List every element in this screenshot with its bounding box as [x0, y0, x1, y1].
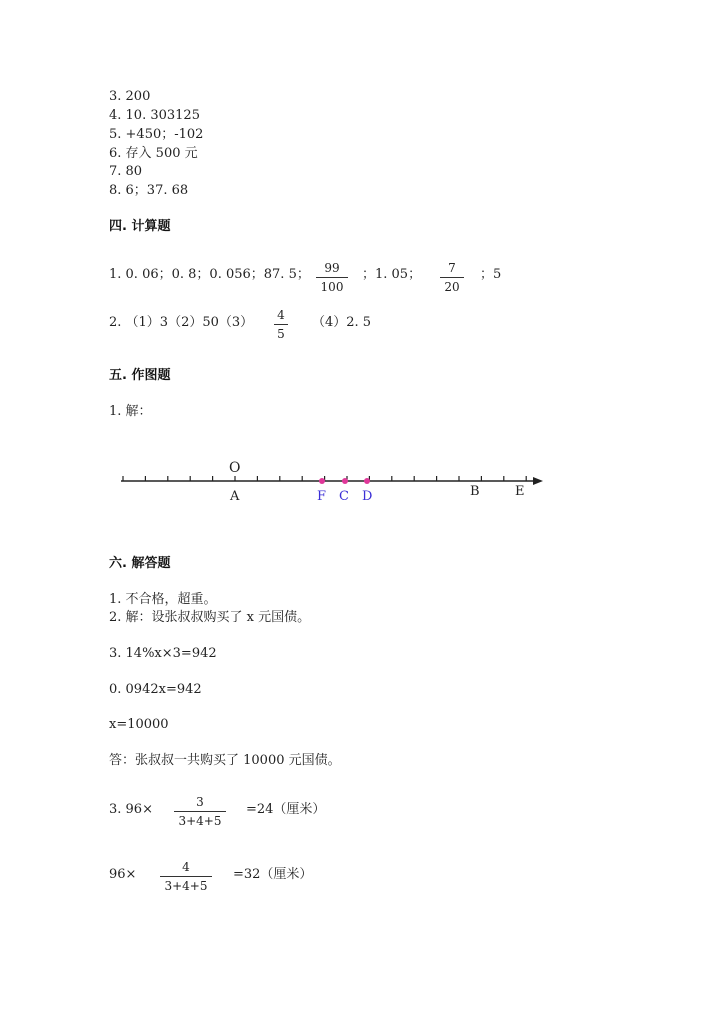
solution-line-5: x=10000: [109, 717, 169, 732]
answer-line-3: 3. 200: [109, 89, 151, 104]
equation-2-prefix: 96×: [109, 867, 137, 882]
calc-q1-fraction-1: [316, 261, 348, 294]
number-line: [0, 450, 720, 510]
label-point-d: D: [362, 489, 373, 504]
drawing-q1-label: 1. 解：: [109, 404, 152, 419]
fraction-numerator: 4: [182, 860, 190, 874]
equation-1-suffix: =24（厘米）: [246, 802, 326, 817]
equation-1-fraction: [174, 795, 226, 828]
equation-2-fraction: [160, 860, 212, 893]
calc-q1-prefix: 1. 0. 06；0. 8；0. 056；87. 5；: [109, 267, 310, 282]
fraction-denominator: 20: [444, 280, 460, 294]
answer-line-4: 4. 10. 303125: [109, 108, 200, 123]
section-6-heading: 六. 解答题: [109, 556, 171, 571]
fraction-denominator: 3+4+5: [164, 879, 208, 893]
answer-line-6: 6. 存入 500 元: [109, 146, 198, 161]
marker-point-c: [342, 478, 348, 484]
number-line-arrow: [533, 477, 543, 485]
section-5-heading: 五. 作图题: [109, 368, 171, 383]
fraction-numerator: 99: [324, 261, 340, 275]
solution-line-2: 2. 解：设张叔叔购买了 x 元国债。: [109, 610, 311, 625]
solution-line-1: 1. 不合格，超重。: [109, 592, 217, 607]
label-origin-o: O: [229, 460, 241, 476]
fraction-numerator: 4: [277, 308, 285, 322]
equation-2-suffix: =32（厘米）: [233, 867, 313, 882]
calc-q1-fraction-2: [440, 261, 464, 294]
fraction-denominator: 5: [277, 327, 285, 341]
label-point-c: C: [339, 489, 349, 504]
fraction-numerator: 3: [196, 795, 204, 809]
answer-line-5: 5. +450；-102: [109, 127, 204, 142]
calc-q2-prefix: 2. （1）3（2）50（3）: [109, 315, 254, 330]
solution-line-3: 3. 14%x×3=942: [109, 646, 217, 661]
answer-line-7: 7. 80: [109, 164, 143, 179]
calc-q2-fraction: [274, 308, 288, 341]
label-point-a: A: [230, 489, 240, 504]
fraction-denominator: 3+4+5: [178, 814, 222, 828]
fraction-numerator: 7: [448, 261, 456, 275]
label-point-b: B: [470, 484, 480, 499]
calc-q1-mid: ；1. 05；: [362, 267, 422, 282]
calc-q1-suffix: ；5: [480, 267, 502, 282]
marker-point-f: [319, 478, 325, 484]
section-4-heading: 四. 计算题: [109, 219, 171, 234]
calc-q2-suffix: （4）2. 5: [312, 315, 372, 330]
answer-line-8: 8. 6；37. 68: [109, 183, 189, 198]
fraction-denominator: 100: [320, 280, 344, 294]
label-point-e: E: [515, 484, 525, 499]
marker-point-d: [364, 478, 370, 484]
solution-line-4: 0. 0942x=942: [109, 682, 202, 697]
label-point-f: F: [317, 489, 327, 504]
solution-answer: 答：张叔叔一共购买了 10000 元国债。: [109, 753, 341, 768]
equation-1-prefix: 3. 96×: [109, 802, 153, 817]
